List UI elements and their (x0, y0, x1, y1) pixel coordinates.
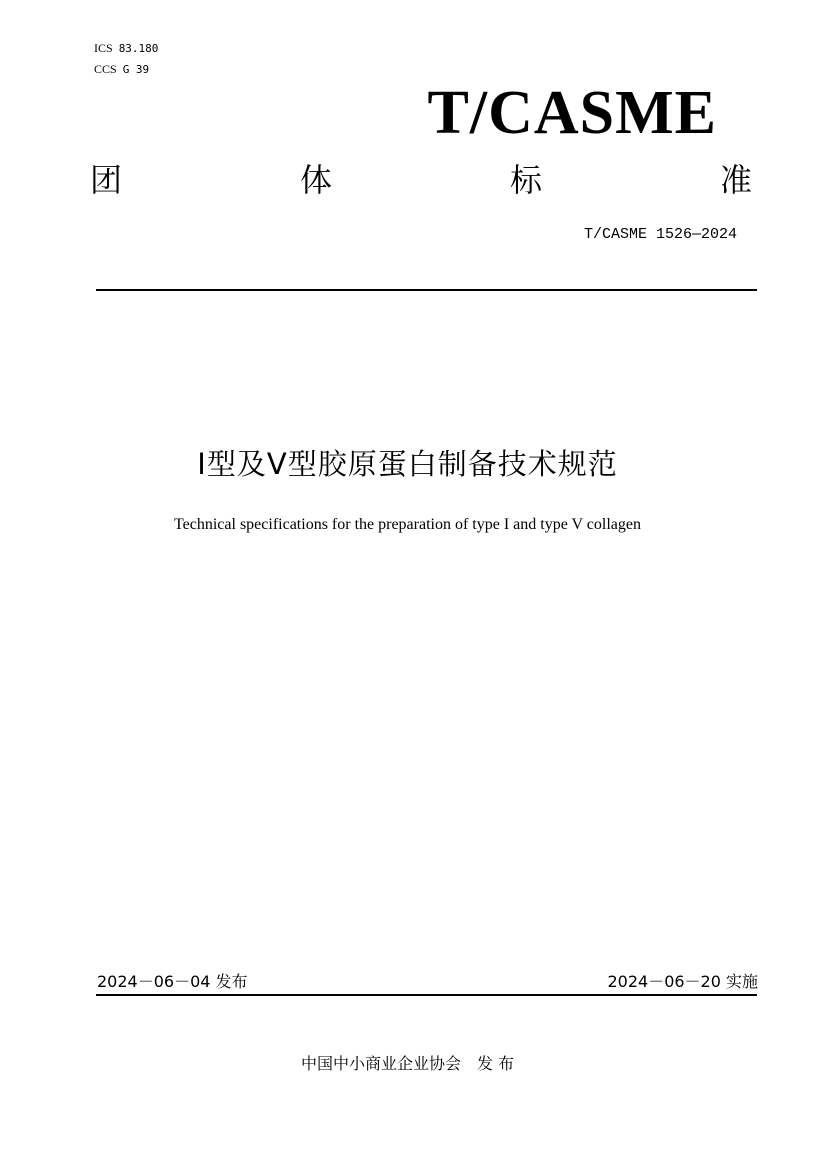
footer-divider (96, 994, 757, 996)
standard-number: T/CASME 1526—2024 (583, 226, 737, 243)
standard-type-char: 标 (509, 161, 542, 199)
standard-type-char: 准 (719, 161, 752, 199)
document-title-english: Technical specifications for the preparation of type I and type V collagen (174, 516, 641, 533)
document-title-chinese: Ⅰ型及Ⅴ型胶原蛋白制备技术规范 (197, 447, 618, 481)
standard-logo: T/CASME (427, 79, 717, 147)
ccs-code (94, 62, 149, 77)
ccs-label: CCS (94, 62, 117, 76)
implementation-date: 2024－06－20 实施 (607, 972, 758, 991)
ics-value: 83.180 (118, 42, 159, 55)
ics-label: ICS (94, 41, 113, 55)
publish-date: 2024－06－04 发布 (97, 972, 248, 991)
ics-code (94, 41, 158, 56)
header-divider (96, 289, 757, 291)
ccs-value: G 39 (122, 63, 150, 76)
standard-type-char: 体 (299, 161, 332, 199)
standard-type-char: 团 (90, 161, 123, 199)
publisher: 中国中小商业企业协会 发 布 (300, 1054, 515, 1073)
standard-type-heading (90, 160, 752, 200)
